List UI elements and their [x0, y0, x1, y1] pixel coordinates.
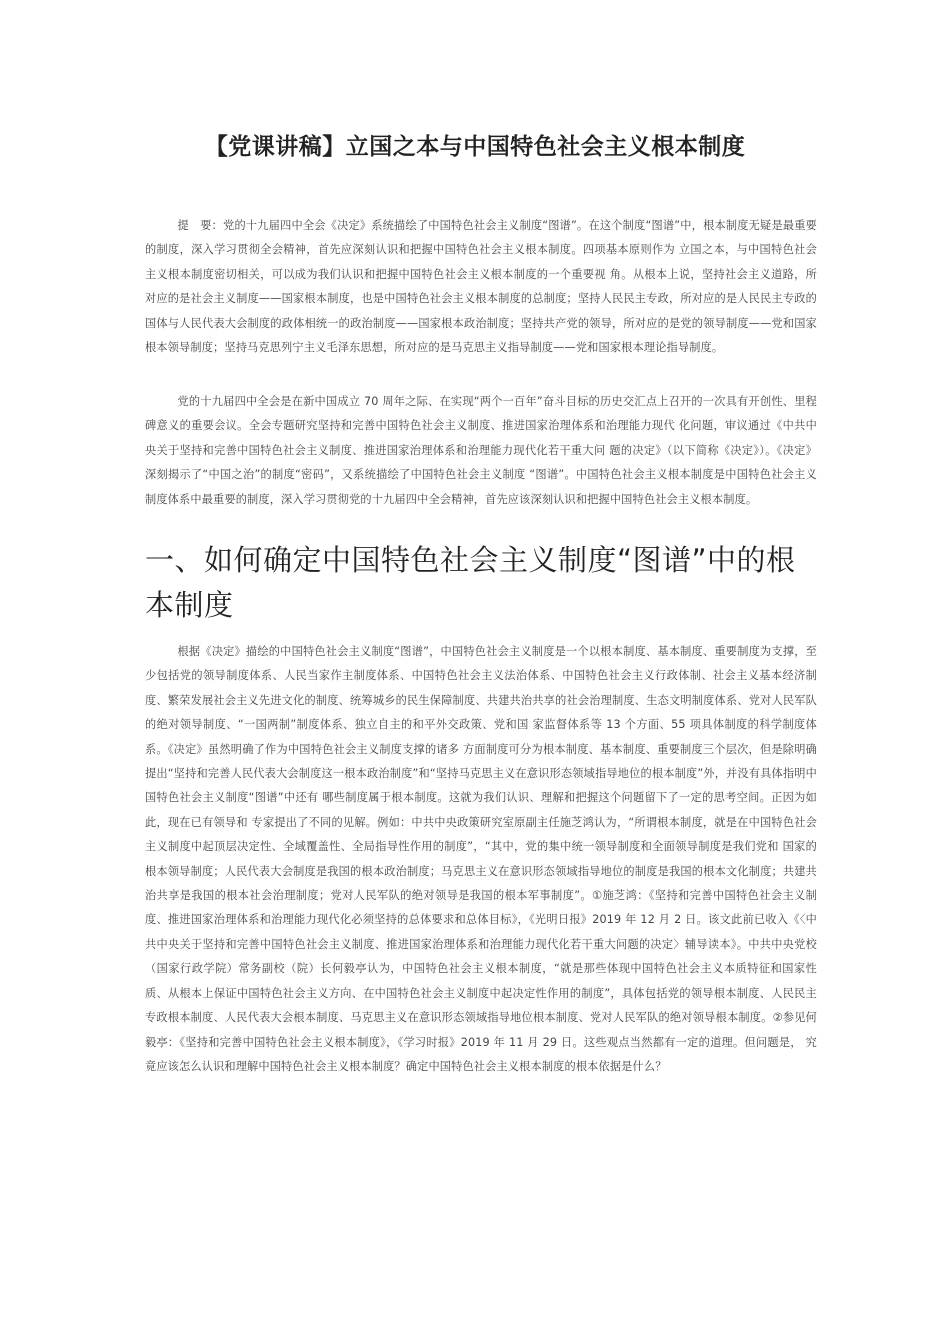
- intro-paragraph: 党的十九届四中全会是在新中国成立 70 周年之际、在实现“两个一百年”奋斗目标的历史交汇点上召开的一次具有开创性、里程碑意义的重要会议。全会专题研究坚持和完善中国特色社会主义制度、推进国家治理体系和治理能力现代 化问题，审议通过《中共中央关于坚持和完善中国特色社会主义制度、推进国家治理体系和治理能力现代化若干重大问 题的决定》（以下简称《决定》）。《决定》深刻揭示了“中国之治”的制度“密码”，又系统描绘了中国特色社会主义制度 “图谱”。中国特色社会主义根本制度是中国特色社会主义制度体系中最重要的制度，深入学习贯彻党的十九届四中全会精神，首先应该深刻认识和把握中国特色社会主义根本制度。: [145, 395, 817, 506]
- section-heading: 一、如何确定中国特色社会主义制度“图谱”中的根本制度: [145, 543, 796, 622]
- abstract-text: 党的十九届四中全会《决定》系统描绘了中国特色社会主义制度“图谱”。在这个制度“图谱”中，根本制度无疑是最重要的制度，深入学习贯彻全会精神，首先应深刻认识和把握中国特色社会主义根本制度。四项基本原则作为 立国之本，与中国特色社会主义根本制度密切相关，可以成为我们认识和把握中国特色社会主义根本制度的一个重要视 角。从根本上说，坚持社会主义道路，所对应的是社会主义制度——国家根本制度，也是中国特色社会主义根本制度的总制度；坚持人民民主专政，所对应的是人民民主专政的国体与人民代表大会制度的政体相统一的政治制度——国家根本政治制度；坚持共产党的领导，所对应的是党的领导制度——党和国家根本领导制度；坚持马克思列宁主义毛泽东思想，所对应的是马克思主义指导制度——党和国家根本理论指导制度。: [145, 219, 817, 355]
- document-title: 【党课讲稿】立国之本与中国特色社会主义根本制度: [204, 134, 746, 160]
- body-paragraph: 根据《决定》描绘的中国特色社会主义制度“图谱”，中国特色社会主义制度是一个以根本制度、基本制度、重要制度为支撑，至少包括党的领导制度体系、人民当家作主制度体系、中国特色社会主义法治体系、中国特色社会主义行政体制、社会主义基本经济制度、繁荣发展社会主义先进文化的制度、统筹城乡的民生保障制度、共建共治共享的社会治理制度、生态文明制度体系、党对人民军队的绝对领导制度、“一国两制”制度体系、独立自主的和平外交政策、党和国 家监督体系等 13 个方面、55 项具体制度的科学制度体系。《决定》虽然明确了作为中国特色社会主义制度支撑的诸多 方面制度可分为根本制度、基本制度、重要制度三个层次，但是除明确提出“坚持和完善人民代表大会制度这一根本政治制度”和“坚持马克思主义在意识形态领域指导地位的根本制度”外，并没有具体指明中国特色社会主义制度“图谱”中还有 哪些制度属于根本制度。这就为我们认识、理解和把握这个问题留下了一定的思考空间。正因为如此，现在已有领导和 专家提出了不同的见解。例如：中共中央政策研究室原副主任施芝鸿认为，“所谓根本制度，就是在中国特色社会主义制度中起顶层决定性、全域覆盖性、全局指导性作用的制度”，“其中，党的集中统一领导制度和全面领导制度是我们党和 国家的根本领导制度；人民代表大会制度是我国的根本政治制度；马克思主义在意识形态领域指导地位的制度是我国的根本文化制度；共建共治共享是我国的根本社会治理制度；党对人民军队的绝对领导是我国的根本军事制度”。①施芝鸿：《坚持和完善中国特色社会主义制度、推进国家治理体系和治理能力现代化必须坚持的总体要求和总体目标》，《光明日报》2019 年 12 月 2 日。该文此前已收入《〈中共中央关于坚持和完善中国特色社会主义制度、推进国家治理体系和治理能力现代化若干重大问题的决定〉辅导读本》。中共中央党校（国家行政学院）常务副校（院）长何毅亭认为，中国特色社会主义根本制度，“就是那些体现中国特色社会主义本质特征和国家性质、从根本上保证中国特色社会主义方向、在中国特色社会主义制度中起决定性作用的制度”，具体包括党的领导根本制度、人民民主专政根本制度、人民代表大会根本制度、马克思主义在意识形态领域指导地位根本制度、党对人民军队的绝对领导根本制度。②参见何毅亭：《坚持和完善中国特色社会主义根本制度》，《学习时报》2019 年 11 月 29 日。这些观点当然都有一定的道理。但问题是， 究竟应该怎么认识和理解中国特色社会主义根本制度？确定中国特色社会主义根本制度的根本依据是什么？: [145, 645, 817, 1073]
- abstract-label: 提 要：: [177, 219, 224, 232]
- abstract-paragraph: [145, 214, 817, 360]
